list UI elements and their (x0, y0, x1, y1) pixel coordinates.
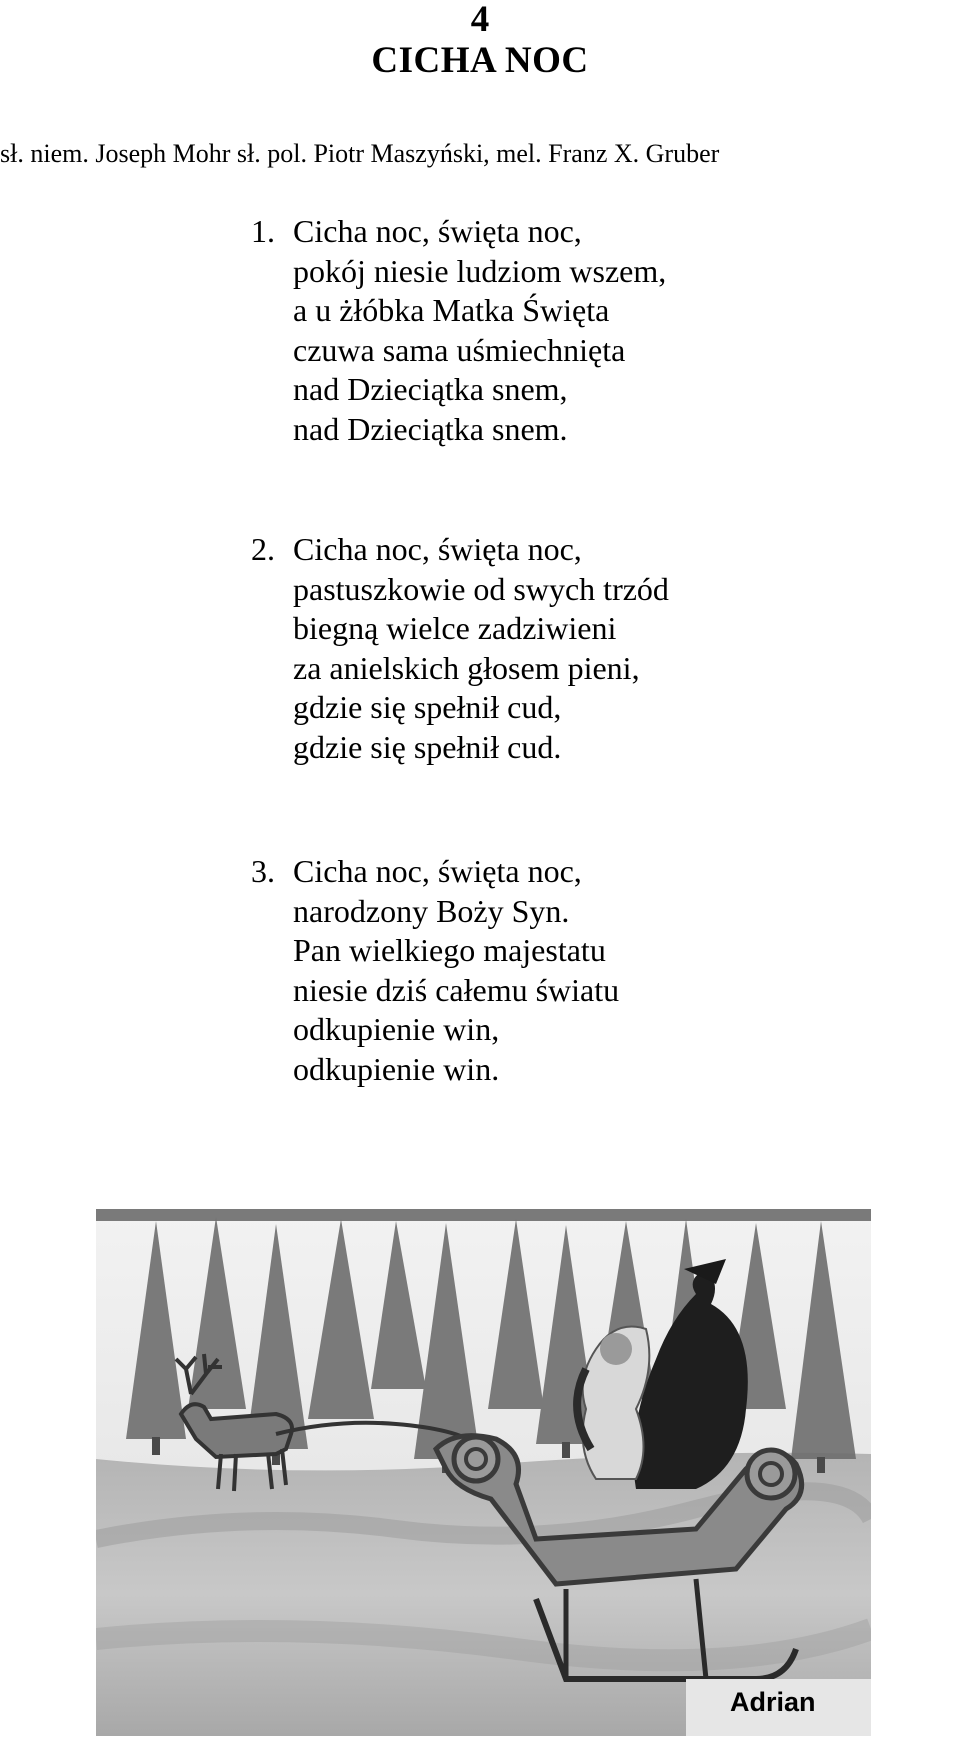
verse-line: czuwa sama uśmiechnięta (293, 331, 626, 368)
verse-line: nad Dzieciątka snem. (293, 410, 568, 447)
verse-line: nad Dzieciątka snem, (293, 371, 568, 407)
verse-line: gdzie się spełnił cud. (293, 728, 562, 765)
verse-line: za anielskich głosem pieni, (293, 649, 640, 686)
verse-2 (251, 530, 669, 767)
verse-line: a u żłóbka Matka Święta (293, 292, 610, 328)
verse-line: 3. Cicha noc, święta noc, (251, 852, 619, 892)
verse-line: odkupienie win, (293, 1011, 500, 1047)
verse-line: narodzony Boży Syn. (293, 892, 570, 929)
verse-number: 3. (251, 853, 275, 889)
verse-number: 2. (251, 531, 275, 567)
illustration-sleigh-drawing (96, 1209, 871, 1736)
verse-line: pokój niesie ludziom wszem, (293, 252, 667, 289)
verse-line: Pan wielkiego majestatu (293, 932, 606, 968)
illustration-signature: Adrian (730, 1687, 816, 1717)
song-number: 4 (470, 0, 490, 40)
verse-line: niesie dziś całemu światu (293, 971, 620, 1008)
verse-number: 1. (251, 213, 275, 249)
verse-line: odkupienie win. (293, 1050, 500, 1087)
verse-3 (251, 852, 619, 1089)
verse-line: pastuszkowie od swych trzód (293, 570, 669, 607)
verse-line: 2. Cicha noc, święta noc, (251, 530, 669, 570)
verse-1 (251, 212, 666, 449)
song-title: CICHA NOC (371, 40, 589, 81)
verse-line: gdzie się spełnił cud, (293, 689, 562, 725)
song-credits: sł. niem. Joseph Mohr sł. pol. Piotr Maszyński, mel. Franz X. Gruber (0, 139, 720, 168)
verse-line: biegną wielce zadziwieni (293, 610, 617, 646)
verse-line: 1. Cicha noc, święta noc, (251, 212, 666, 252)
